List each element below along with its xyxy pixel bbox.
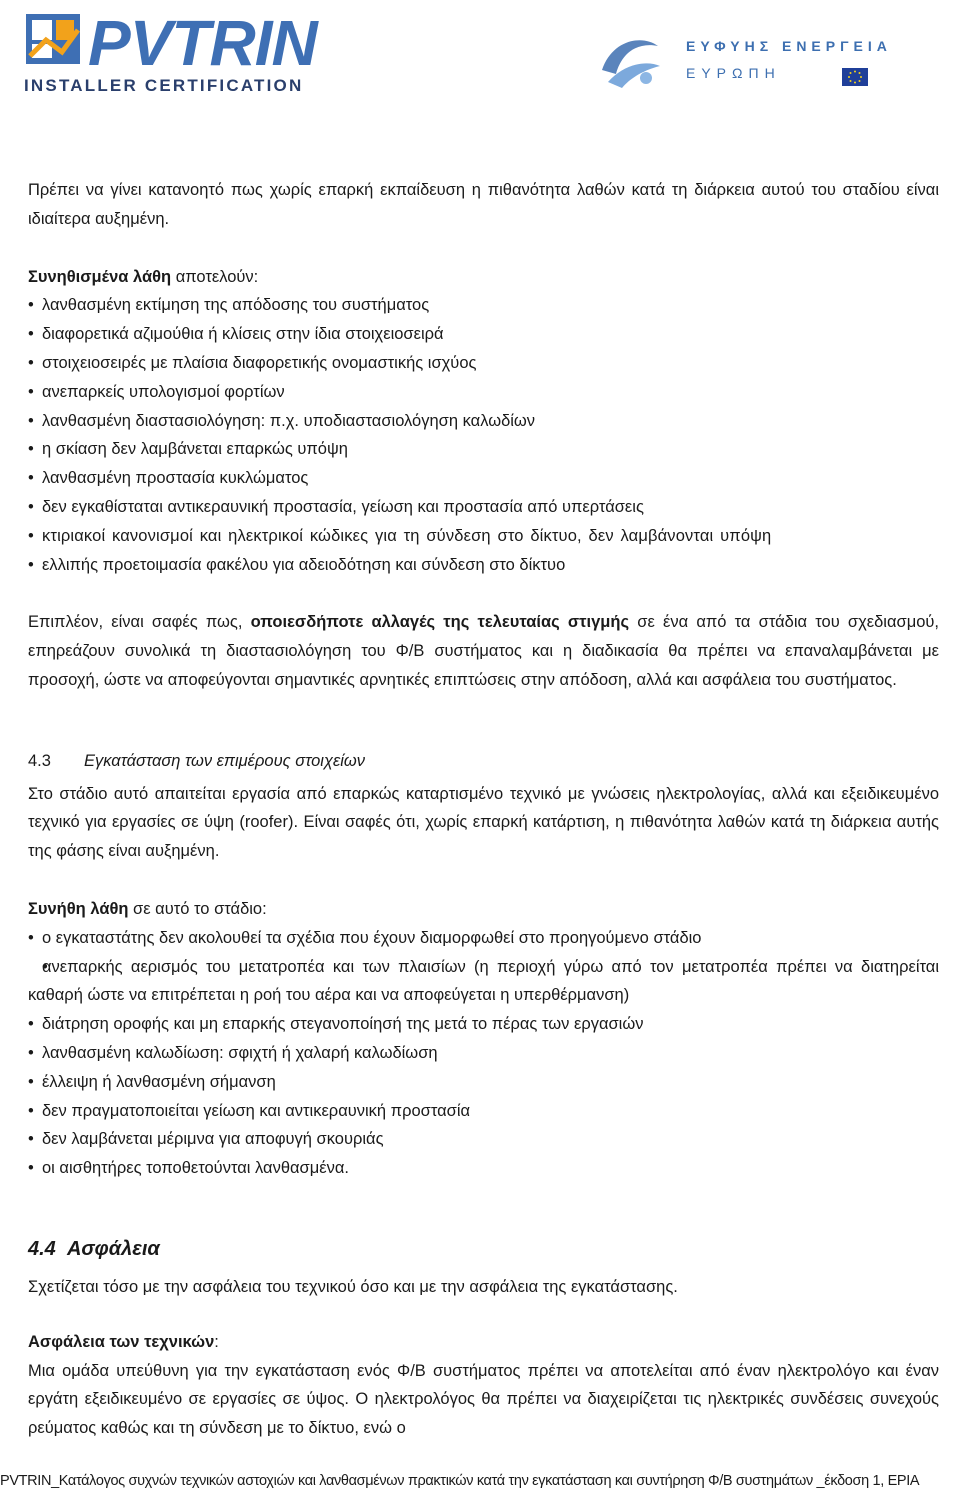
pvtrin-logo-wordmark: PVTRIN: [88, 7, 317, 79]
common-errors-lead: [28, 263, 939, 292]
list-item: • διάτρηση οροφής και μη επαρκής στεγανοποίησή της μετά το πέρας των εργασιών: [28, 1010, 939, 1039]
page-footer: PVTRIN_Κατάλογος συχνών τεχνικών αστοχιών και λανθασμένων πρακτικών κατά την εγκατάσταση και συντήρηση Φ/Β συστημάτων _έκδοση 1, EPIA: [0, 1473, 920, 1489]
list-item: • λανθασμένη διαστασιολόγηση: π.χ. υποδιαστασιολόγηση καλωδίων: [28, 407, 939, 436]
list-item: • οι αισθητήρες τοποθετούνται λανθασμένα.: [28, 1154, 939, 1183]
common-errors-lead-bold: Συνηθισμένα λάθη: [28, 267, 172, 286]
intelligent-energy-europe-logo: [598, 30, 948, 100]
list-item: • κτιριακοί κανονισμοί και ηλεκτρικοί κώδικες για τη σύνδεση στο δίκτυο, δεν λαμβάνονται υπόψη: [28, 522, 939, 551]
common-errors-list: [28, 291, 939, 579]
common-errors-lead-rest: αποτελούν:: [171, 267, 259, 286]
intro-paragraph: Πρέπει να γίνει κατανοητό πως χωρίς επαρκή εκπαίδευση η πιθανότητα λαθών κατά τη διάρκεια αυτού του σταδίου είναι ιδιαίτερα αυξημένη.: [28, 181, 939, 228]
list-item: • δεν λαμβάνεται μέριμνα για αποφυγή σκουριάς: [28, 1125, 939, 1154]
section-title: Εγκατάσταση των επιμέρους στοιχείων: [84, 751, 365, 770]
list-item: • λανθασμένη εκτίμηση της απόδοσης του συστήματος: [28, 291, 939, 320]
list-item: • λανθασμένη προστασία κυκλώματος: [28, 464, 939, 493]
section-4-3-paragraph: Στο στάδιο αυτό απαιτείται εργασία από επαρκώς καταρτισμένο τεχνικό με γνώσεις ηλεκτρολογίας, αλλά και εξειδικευμένο τεχνικό για εργασίες σε ύψη (roofer). Είναι σαφές ότι, χωρίς επαρκή κατάρτιση, η πιθανότητα λαθών κατά τη διάρκεια αυτής της φάσης είναι αυξημένη.: [28, 784, 939, 861]
list-item: • η σκίαση δεν λαμβάνεται επαρκώς υπόψη: [28, 435, 939, 464]
changes-paragraph-bold: οποιεσδήποτε αλλαγές της τελευταίας στιγμής: [250, 613, 630, 632]
list-item: • λανθασμένη καλωδίωση: σφιχτή ή χαλαρή καλωδίωση: [28, 1039, 939, 1068]
section-title: Ασφάλεια: [66, 1237, 160, 1260]
list-item: • δεν πραγματοποιείται γείωση και αντικεραυνική προστασία: [28, 1097, 939, 1126]
section-number: 4.3: [28, 751, 51, 770]
swirl-icon: [598, 30, 662, 90]
installation-errors-lead: [28, 895, 939, 924]
list-item: • ο εγκαταστάτης δεν ακολουθεί τα σχέδια που έχουν διαμορφωθεί στο προηγούμενο στάδιο: [28, 924, 939, 953]
technicians-safety-heading: [28, 1328, 939, 1357]
technicians-safety-heading-colon: :: [214, 1332, 219, 1351]
list-item: • ανεπαρκείς υπολογισμοί φορτίων: [28, 378, 939, 407]
changes-paragraph-start: Επιπλέον, είναι σαφές πως,: [28, 613, 251, 632]
logo-subtitle: ΕΥΡΩΠΗ: [686, 65, 781, 81]
changes-paragraph-end: σε ένα από τα στάδια του σχεδιασμού, επηρεάζουν συνολικά τη διαστασιολόγηση του Φ/Β συστήματος και η διαδικασία θα πρέπει να επαναλαμβάνεται με προσοχή, ώστε να αποφεύγονται σημαντικές αρνητικές επιπτώσεις στην απόδοση, αλλά και ασφάλεια του συστήματος.: [28, 613, 939, 689]
list-item: • δεν εγκαθίσταται αντικεραυνική προστασία, γείωση και προστασία από υπερτάσεις: [28, 493, 939, 522]
list-item: • διαφορετικά αζιμούθια ή κλίσεις στην ίδια στοιχειοσειρά: [28, 320, 939, 349]
document-body: [28, 176, 939, 1443]
section-4-3-heading: [28, 747, 939, 776]
technicians-safety-paragraph: Μια ομάδα υπεύθυνη για την εγκατάσταση ενός Φ/Β συστήματος πρέπει να αποτελείται από έναν ηλεκτρολόγο και έναν εργάτη εξειδικευμένο σε εργασίες σε ύψος. Ο ηλεκτρολόγος θα πρέπει να διαχειρίζεται τις ηλεκτρικές συνδέσεις συνεχούς ρεύματος καθώς και τη σύνδεση με το δίκτυο, ενώ ο: [28, 1361, 939, 1438]
eu-flag-icon: [842, 68, 868, 86]
installation-errors-list: [28, 924, 939, 1183]
technicians-safety-heading-bold: Ασφάλεια των τεχνικών: [28, 1332, 215, 1351]
pvtrin-logo-subtitle: INSTALLER CERTIFICATION: [24, 76, 304, 95]
list-item: • ανεπαρκής αερισμός του μετατροπέα και των πλαισίων (η περιοχή γύρω από τον μετατροπέα πρέπει να διατηρείται καθαρή ώστε να επιτρέπεται η ροή του αέρα και να αποφεύγεται η υπερθέρμανση): [28, 953, 939, 1011]
section-4-4-intro: Σχετίζεται τόσο με την ασφάλεια του τεχνικού όσο και με την ασφάλεια της εγκατάστασης.: [28, 1277, 678, 1296]
page-header: [0, 0, 960, 110]
list-item: • ελλιπής προετοιμασία φακέλου για αδειοδότηση και σύνδεση στο δίκτυο: [28, 551, 939, 580]
pvtrin-logo-icon: [22, 10, 84, 68]
installation-errors-lead-rest: σε αυτό το στάδιο:: [128, 899, 267, 918]
list-item: • στοιχειοσειρές με πλαίσια διαφορετικής ονομαστικής ισχύος: [28, 349, 939, 378]
logo-title: ΕΥΦΥΗΣ ΕΝΕΡΓΕΙΑ: [686, 38, 892, 54]
pvtrin-logo: [22, 7, 317, 100]
changes-paragraph: [28, 608, 939, 694]
installation-errors-lead-bold: Συνήθη λάθη: [28, 899, 129, 918]
section-number: 4.4: [28, 1237, 56, 1260]
section-4-4-heading: [28, 1235, 939, 1263]
list-item: • έλλειψη ή λανθασμένη σήμανση: [28, 1068, 939, 1097]
